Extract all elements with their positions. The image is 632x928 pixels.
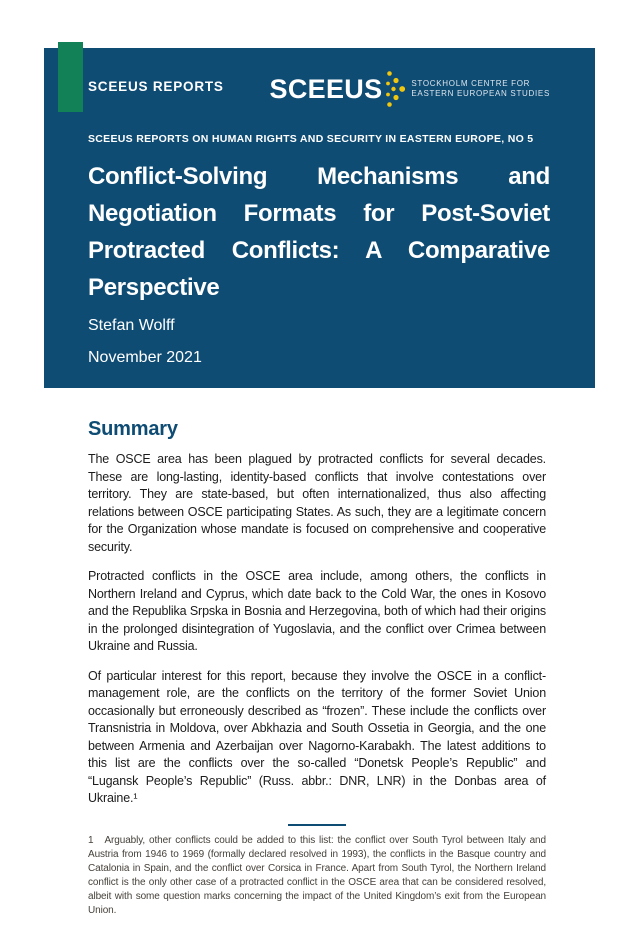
title-line-1: Conflict-Solving Mechanisms and	[88, 163, 550, 190]
logo-org-line1: STOCKHOLM CENTRE FOR	[411, 79, 531, 88]
green-accent-bar	[58, 42, 83, 112]
summary-paragraph-1: The OSCE area has been plagued by protracted conflicts for several decades. These are long-lasting, identity-based conflicts that involve contestations over territory. They are state-based, but often internationalized, thus also affecting relations between OSCE participating States. As such, they are a legitimate concern for the Organization whose mandate is focused on comprehensive and cooperative security.	[88, 452, 546, 554]
report-header-panel	[44, 48, 595, 388]
masthead-label: SCEEUS REPORTS	[88, 79, 224, 94]
masthead-row	[88, 48, 550, 110]
report-title	[88, 158, 550, 306]
footnote	[88, 834, 546, 918]
author-name: Stefan Wolff	[88, 317, 175, 334]
logo-org-line2: EASTERN EUROPEAN STUDIES	[411, 89, 550, 98]
summary-paragraph-2: Protracted conflicts in the OSCE area include, among others, the conflicts in Northern Ireland and Cyprus, which date back to the Cold War, the ones in Kosovo and the Republika Srpska in Bosnia and Herzegovina, both of which had their origins in the prolonged disintegration of Yugoslavia, and the conflict over Crimea between Ukraine and Russia.	[88, 569, 546, 653]
summary-section	[88, 418, 546, 928]
publication-date: November 2021	[88, 349, 202, 366]
sceeus-logo	[270, 70, 550, 108]
logo-wordmark: SCEEUS	[269, 73, 383, 104]
title-line-2: Negotiation Formats for Post-Soviet	[88, 200, 550, 227]
title-line-3: Protracted Conflicts: A Comparative	[88, 237, 550, 264]
summary-paragraph-3: Of particular interest for this report, because they involve the OSCE in a conflict-management role, are the conflicts on the territory of the former Soviet Union occasionally but erroneously described as “frozen”. These include the conflicts over Transnistria in Moldova, over Abkhazia and South Ossetia in Georgia, and the one between Armenia and Azerbaijan over Nagorno-Karabakh. The latest additions to this list are the conflicts over the so-called “Donetsk People’s Republic” and “Lugansk People’s Republic” (Russ. abbr.: DNR, LNR) in the Donbas area of Ukraine.¹	[88, 668, 546, 805]
footnote-divider	[288, 824, 346, 826]
footnote-number: 1	[88, 834, 94, 846]
logo-org-name	[411, 79, 550, 99]
series-title: SCEEUS REPORTS ON HUMAN RIGHTS AND SECURITY IN EASTERN EUROPE, NO 5	[88, 133, 534, 145]
title-line-4: Perspective	[88, 274, 220, 301]
dotted-chevron-icon	[386, 70, 406, 108]
footnote-text: Arguably, other conflicts could be added to this list: the conflict over South Tyrol between Italy and Austria from 1946 to 1969 (formally declared resolved in 1993), the conflicts in the Basque country and Catalonia in Spain, and the conflict over Corsica in France. Apart from South Tyrol, the Northern Ireland conflict is the only other case of a protracted conflict in the OSCE area that can be considered resolved, albeit with some question marks concerning the impact of the United Kingdom’s exit from the European Union.	[88, 834, 546, 916]
summary-heading: Summary	[88, 418, 178, 440]
